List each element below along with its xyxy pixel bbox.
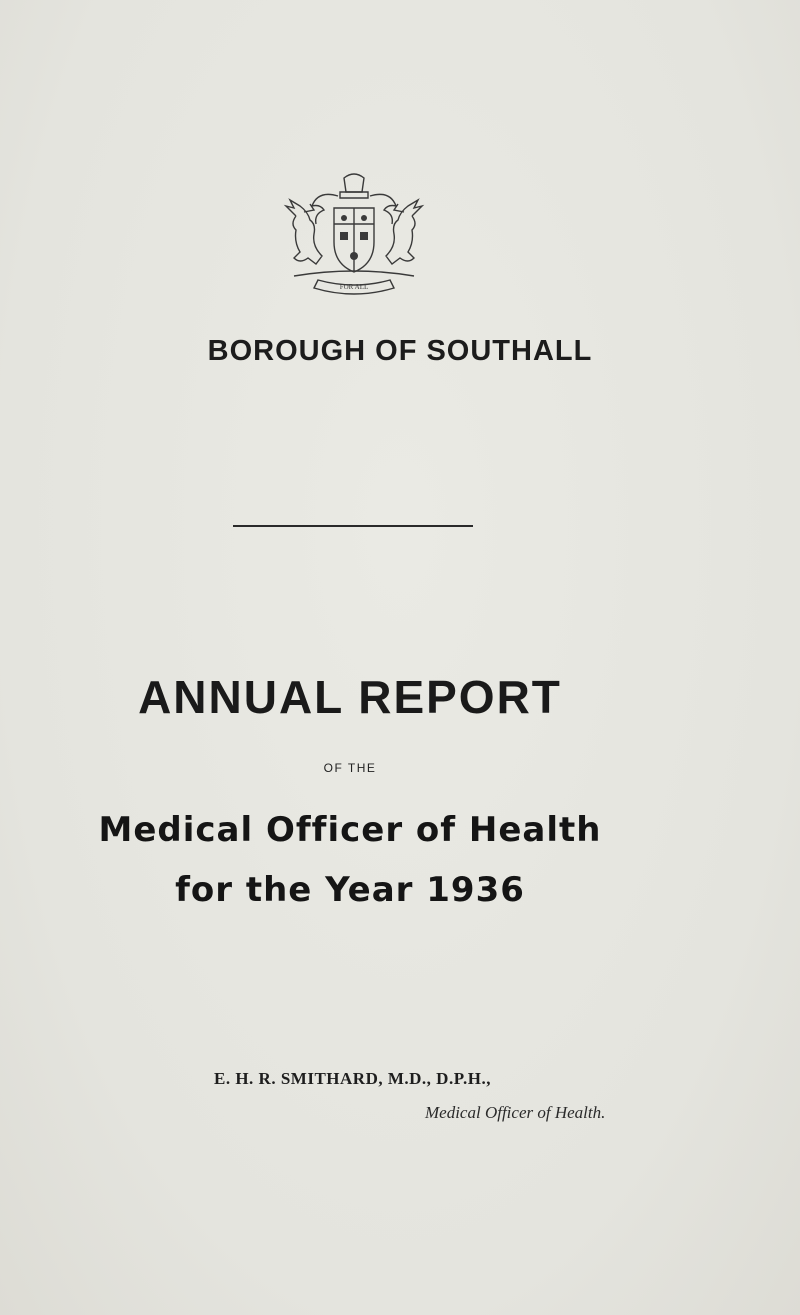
report-title: ANNUAL REPORT — [138, 671, 562, 723]
report-subtitle: Medical Officer of Health — [98, 810, 602, 850]
title-connector: OF THE — [323, 761, 377, 775]
borough-coat-of-arms — [278, 168, 430, 300]
author-role: Medical Officer of Health. — [425, 1103, 606, 1122]
crest-motto: FOR ALL — [339, 283, 369, 291]
borough-name: BOROUGH OF SOUTHALL — [207, 335, 593, 367]
author-name: E. H. R. SMITHARD, M.D., D.P.H., — [214, 1069, 491, 1088]
divider-rule — [233, 525, 473, 527]
report-year: for the Year 1936 — [175, 870, 525, 910]
